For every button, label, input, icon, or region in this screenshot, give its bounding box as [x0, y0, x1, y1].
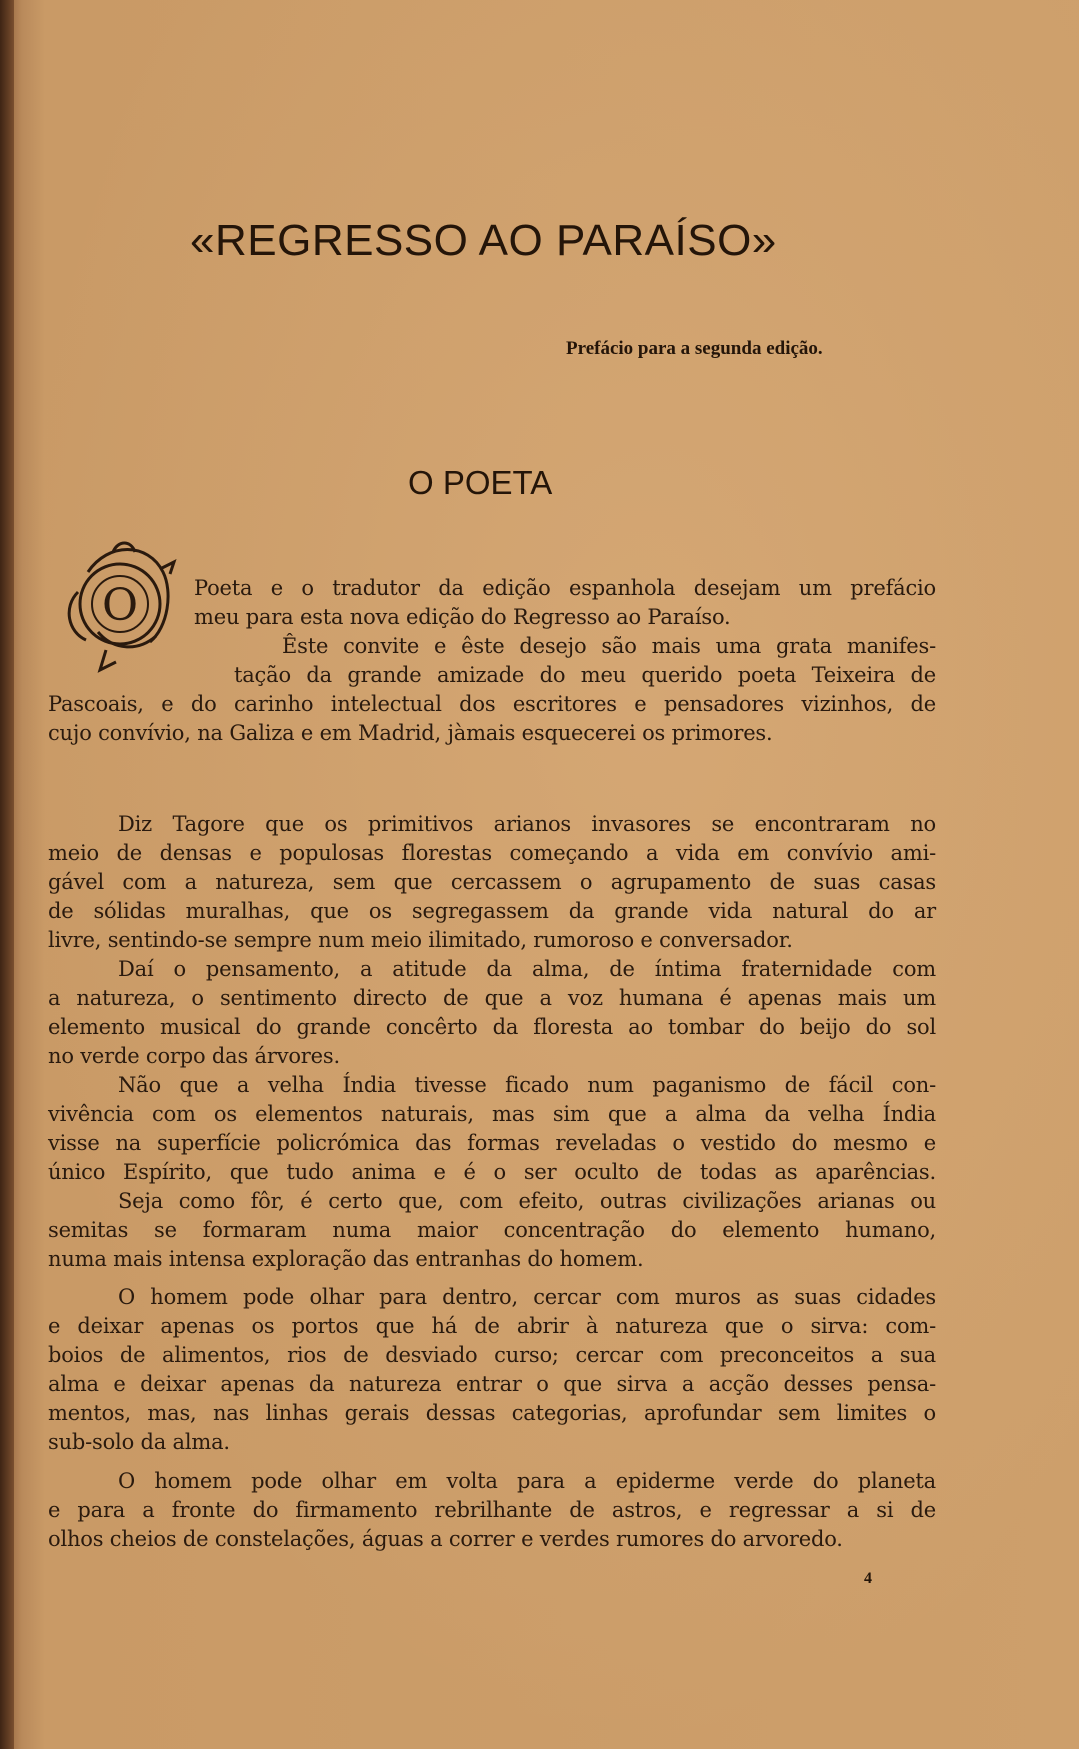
- dropcap-letter: O: [101, 580, 139, 631]
- text-line: sub-solo da alma.: [48, 1430, 230, 1454]
- text-line: O homem pode olhar em volta para a epiderme verde do planeta: [118, 1469, 936, 1493]
- text-line: vivência com os elementos naturais, mas sim que a alma da velha Índia: [48, 1102, 936, 1126]
- text-line: Seja como fôr, é certo que, com efeito, outras civilizações arianas ou: [118, 1189, 936, 1213]
- text-line: único Espírito, que tudo anima e é o ser oculto de todas as aparências.: [48, 1160, 936, 1184]
- text-line: e deixar apenas os portos que há de abrir à natureza que o sirva: com-: [48, 1314, 936, 1338]
- text-line: semitas se formaram numa maior concentração do elemento humano,: [48, 1218, 936, 1242]
- text-line: tação da grande amizade do meu querido poeta Teixeira de: [234, 663, 936, 687]
- text-line: no verde corpo das árvores.: [48, 1044, 340, 1068]
- text-line: boios de alimentos, rios de desviado curso; cercar com preconceitos a sua: [48, 1343, 936, 1367]
- text-line: O homem pode olhar para dentro, cercar com muros as suas cidades: [118, 1285, 936, 1309]
- text-line: de sólidas muralhas, que os segregassem da grande vida natural do ar: [48, 899, 936, 923]
- text-line: olhos cheios de constelações, águas a correr e verdes rumores do arvoredo.: [48, 1527, 843, 1551]
- text-line: Diz Tagore que os primitivos arianos invasores se encontraram no: [118, 812, 936, 836]
- text-line: Poeta e o tradutor da edição espanhola desejam um prefácio: [194, 576, 936, 600]
- text-line: e para a fronte do firmamento rebrilhante de astros, e regressar a si de: [48, 1498, 936, 1522]
- text-line: meu para esta nova edição do Regresso ao Paraíso.: [194, 605, 731, 629]
- text-line: a natureza, o sentimento directo de que a voz humana é apenas mais um: [48, 986, 936, 1010]
- text-line: visse na superfície policrómica das formas reveladas o vestido do mesmo e: [48, 1131, 936, 1155]
- text-line: Pascoais, e do carinho intelectual dos escritores e pensadores vizinhos, de: [48, 692, 936, 716]
- text-line: elemento musical do grande concêrto da floresta ao tombar do beijo do sol: [48, 1015, 936, 1039]
- text-line: livre, sentindo-se sempre num meio ilimitado, rumoroso e conversador.: [48, 928, 793, 952]
- text-line: cujo convívio, na Galiza e em Madrid, jàmais esquecerei os primores.: [48, 721, 773, 745]
- text-line: gável com a natureza, sem que cercassem o agrupamento de suas casas: [48, 870, 936, 894]
- ornamental-dropcap: [58, 532, 198, 682]
- section-title: O POETA: [408, 464, 553, 501]
- book-spine-edge: [0, 0, 14, 1749]
- text-line: meio de densas e populosas florestas começando a vida em convívio ami-: [48, 841, 936, 865]
- text-line: numa mais intensa exploração das entranhas do homem.: [48, 1247, 644, 1271]
- text-line: Êste convite e êste desejo são mais uma grata manifes-: [282, 634, 936, 658]
- text-line: mentos, mas, nas linhas gerais dessas categorias, aprofundar sem limites o: [48, 1401, 936, 1425]
- text-line: Não que a velha Índia tivesse ficado num paganismo de fácil con-: [118, 1073, 936, 1097]
- text-line: alma e deixar apenas da natureza entrar o que sirva a acção desses pensa-: [48, 1372, 936, 1396]
- page-subtitle: Prefácio para a segunda edição.: [566, 338, 823, 359]
- page-title: «REGRESSO AO PARAÍSO»: [190, 216, 777, 265]
- text-line: Daí o pensamento, a atitude da alma, de íntima fraternidade com: [118, 957, 936, 981]
- page-number: 4: [864, 1570, 872, 1587]
